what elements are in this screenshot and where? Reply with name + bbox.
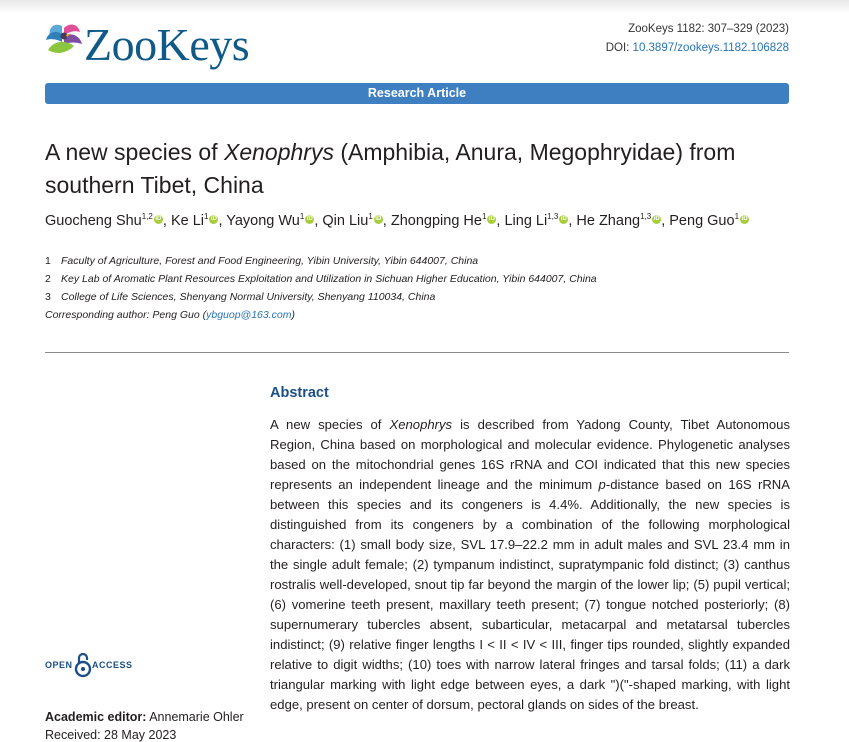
corresponding-label: Corresponding author: Peng Guo ( — [45, 309, 207, 321]
author-affil-sup: 1,2 — [141, 212, 153, 221]
author-affil-sup: 1 — [299, 212, 305, 221]
editor-name: Annemarie Ohler — [146, 710, 244, 724]
author-name[interactable]: Zhongping He — [390, 212, 482, 229]
article-title — [45, 136, 805, 202]
affiliations — [45, 252, 597, 324]
section-divider — [45, 352, 789, 353]
author-name[interactable]: He Zhang — [576, 212, 641, 229]
author-affil-sup: 1 — [204, 212, 209, 221]
journal-logo[interactable] — [44, 18, 304, 74]
title-part2: (Amphibia, Anura, Megophryidae) from southern Tibet, China — [45, 139, 736, 198]
abstract-text: A new species of Xenophrys is described from Yadong County, Tibet Autonomous Region, China based on morphological and molecular evidence. Phylogenetic analyses based on the mitochondrial genes 16S rRNA and COI indicated that this new species represents an independent lineage and the minimum p-distance based on 16S rRNA between this species and its congeners is 4.4%. Additionally, the new species is distinguished from its congeners by a combination of the following morphological characters: (1) small body size, SVL 17.9–22.2 mm in adult males and SVL 23.4 mm in the single adult female; (2) tympanum indistinct, supratympanic fold distinct; (3) canthus rostralis well-developed, snout tip far beyond the margin of the lower lip; (5) pupil vertical; (6) vomerine teeth present, maxillary teeth present; (7) tongue notched posteriorly; (8) supernumerary tubercles absent, subarticular, metacarpal and metatarsal tubercles indistinct; (9) relative finger lengths I < II < IV < III, finger tips rounded, slightly expanded relative to digit widths; (10) toes with narrow lateral fringes and tarsal folds; (11) a dark triangular marking with light edge between eyes, a dark ")("-shaped marking, with light edge, present on center of dorsum, pectoral glands on sides of the breast. — [270, 417, 791, 712]
orcid-icon[interactable]: iD — [560, 215, 567, 222]
citation-block — [606, 20, 789, 58]
bird-logo-icon — [44, 20, 86, 64]
affiliation-item — [45, 288, 597, 306]
open-access-right: ACCESS — [92, 660, 133, 670]
orcid-icon[interactable]: iD — [741, 215, 748, 222]
editor-label: Academic editor: — [45, 710, 147, 724]
author-name[interactable]: Peng Guo — [669, 212, 735, 229]
open-access-badge — [45, 652, 165, 678]
author-name[interactable]: Ling Li — [504, 212, 548, 229]
journal-name: ZooKeys — [84, 19, 250, 70]
received-date: Received: 28 May 2023 — [45, 728, 177, 742]
open-lock-icon — [74, 652, 92, 678]
author-affil-sup: 1 — [481, 212, 487, 221]
orcid-icon[interactable]: iD — [210, 215, 217, 222]
article-type-banner: Research Article — [45, 83, 789, 104]
author-name[interactable]: Yayong Wu — [226, 212, 300, 229]
top-shade — [0, 0, 849, 14]
academic-editor — [45, 710, 244, 724]
author-list: Guocheng Shu$^{1,2}$ iD , Ke Li$^1$ iD , Yayong Wu$^1$ iD , Qin Liu$^1$ iD , Zhongping He$^1$ iD , Ling Li$^{1,3}$ iD , He Zhang$^{1,3}$ iD , Peng Guo$^1$ iD — [45, 212, 748, 229]
author-name[interactable]: Ke Li — [170, 212, 204, 229]
affiliation-item — [45, 252, 597, 270]
abstract-heading: Abstract — [270, 385, 329, 401]
orcid-icon[interactable]: iD — [375, 215, 382, 222]
affiliation-text: Faculty of Agriculture, Forest and Food Engineering, Yibin University, Yibin 644007, China — [61, 255, 479, 267]
open-access-left: OPEN — [45, 660, 73, 670]
author-name[interactable]: Guocheng Shu — [45, 212, 142, 229]
doi-line — [606, 39, 789, 58]
affiliation-text: College of Life Sciences, Shenyang Normal University, Shenyang 110034, China — [61, 291, 436, 303]
author-affil-sup: 1 — [368, 212, 373, 221]
orcid-icon[interactable]: iD — [155, 215, 162, 222]
corresponding-email-link[interactable]: ybguop@163.com — [206, 309, 292, 321]
author-affil-sup: 1,3 — [547, 212, 559, 221]
affiliation-item — [45, 270, 597, 288]
doi-label: DOI: — [605, 42, 630, 54]
corresponding-close: ) — [291, 309, 295, 321]
orcid-icon[interactable]: iD — [488, 215, 495, 222]
author-affil-sup: 1 — [734, 212, 740, 221]
affiliation-number: 2 — [45, 273, 51, 285]
title-part1: A new species of — [45, 139, 224, 165]
doi-link[interactable]: 10.3897/zookeys.1182.106828 — [632, 42, 789, 54]
orcid-icon[interactable]: iD — [306, 215, 313, 222]
title-genus: Xenophrys — [224, 139, 334, 165]
author-name[interactable]: Qin Liu — [322, 212, 369, 229]
orcid-icon[interactable]: iD — [653, 215, 660, 222]
affiliation-text: Key Lab of Aromatic Plant Resources Exploitation and Utilization in Sichuan Higher Education, Yibin 644007, China — [61, 273, 597, 285]
affiliation-number: 1 — [45, 255, 51, 267]
citation-text: ZooKeys 1182: 307–329 (2023) — [628, 23, 789, 35]
author-affil-sup: 1,3 — [640, 212, 652, 221]
corresponding-author — [45, 306, 597, 324]
affiliation-number: 3 — [45, 291, 51, 303]
